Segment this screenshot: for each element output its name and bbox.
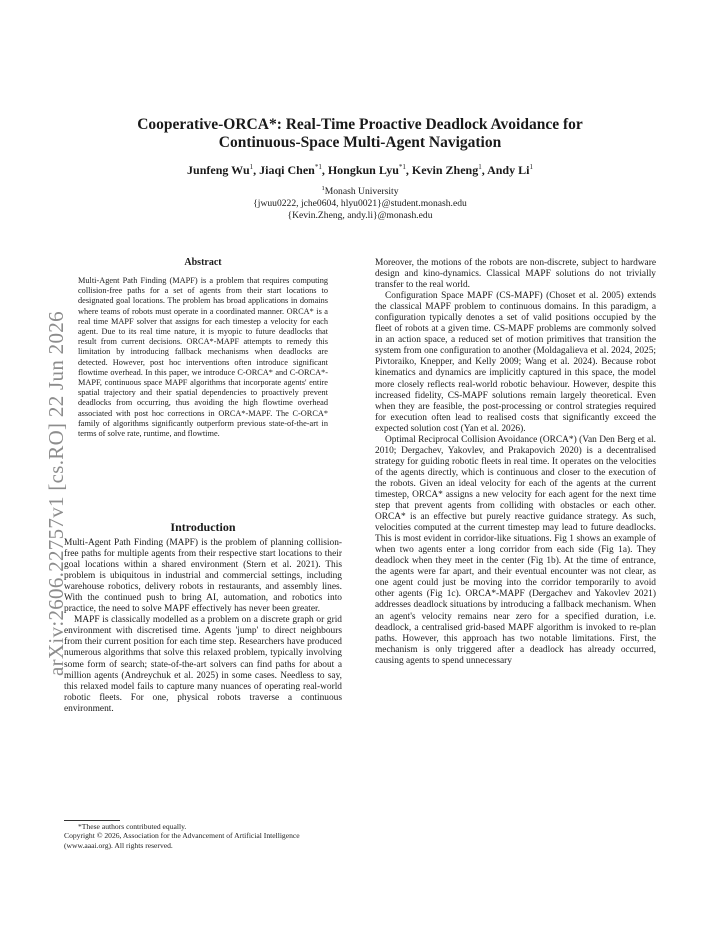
- right-paragraph-1: Moreover, the motions of the robots are non-discrete, subject to hardware design and kino-dynamics. Classical MAPF solutions do not trivially transfer to the real world.: [375, 258, 656, 291]
- introduction-heading: Introduction: [170, 520, 236, 534]
- email-line-1: {jwuu0222, jche0604, hlyu0021}@student.monash.edu: [253, 198, 467, 210]
- right-paragraph-3: Optimal Reciprocal Collision Avoidance (ORCA*) (Van Den Berg et al. 2010; Dergachev, Yakovlev, and Prakapovich 2020) is a decentralised strategy for guiding robotic fleets in real time. It operates on the velocities of the agents directly, which is continuous and closer to the execution of the robots. Given an ideal velocity for each of the agents at the current timestep, ORCA* assigns a new velocity for each agent for the next time step that prevent agents from colliding with obstacles or each other. ORCA* is an effective but purely reactive guidance strategy. As such, velocities computed at the current timestep may lead to future deadlocks. This is most evident in corridor-like situations. Fig 1 shows an example of when two agents enter a long corridor from each side (Fig 1a). They deadlock when they meet in the center (Fig 1b). At the time of entrance, the agents were far apart, and their eventual encounter was not clear, as one agent could just be moving into the corridor temporarily to avoid other agents (Fig 1c). ORCA*-MAPF (Dergachev and Yakovlev 2021) addresses deadlock situations by introducing a fallback mechanism. When an agent's velocity remains near zero for a specified duration, i.e. deadlock, a centralised grid-based MAPF algorithm is invoked to re-plan paths. However, this approach has two notable limitations. First, the mechanism is only triggered after a deadlock has already occurred, causing agents to spend unnecessary: [375, 434, 656, 666]
- arxiv-sidebar-stamp: [14, 256, 68, 676]
- arxiv-identifier: arXiv:2606.22757v1 [cs.RO] 22 Jun 2026: [44, 311, 68, 676]
- title-line-1: Cooperative-ORCA*: Real-Time Proactive Deadlock Avoidance for: [137, 116, 583, 133]
- footnote-copyright: Copyright © 2026, Association for the Advancement of Artificial Intelligence (www.aaai.org). All rights reserved.: [64, 831, 300, 850]
- author-mark: *1: [314, 163, 322, 171]
- right-paragraph-2: Configuration Space MAPF (CS-MAPF) (Choset et al. 2005) extends the classical MAPF problem to continuous domains. In this paradigm, a configuration typically denotes a set of valid positions occupied by the fleet of robots at a given time. CS-MAPF problems are commonly solved in an action space, a reduced set of motion primitives that transition the system from one configuration to another (Moldagalieva et al. 2024, 2025; Pivtoraiko, Knepper, and Kelly 2009; Wang et al. 2024). Because robot kinematics and dynamics are implicitly captured in this space, the model more closely reflects real-world robotic behaviour. However, despite this increased fidelity, CS-MAPF solutions remain largely theoretical. Even when they are feasible, the post-processing or control strategies required for execution often lead to realised costs that significantly exceed the expected solution cost (Yan et al. 2026).: [375, 291, 656, 434]
- affiliation-mark: 1: [321, 185, 325, 192]
- intro-paragraph-2: MAPF is classically modelled as a problem on a discrete graph or grid environment with discretised time. Agents 'jump' to direct neighbours from their current position for each time step. Researchers have produced numerous algorithms that solve this relaxed problem, typically involving some form of search; state-of-the-art solvers can find paths for about a million agents (Andreychuk et al. 2025) in some cases. Needless to say, this relaxed model fails to capture many nuances of operating real-world robotic fleets. For one, physical robots traverse a continuous environment.: [64, 615, 342, 714]
- author-name: Jiaqi Chen: [259, 163, 315, 177]
- author-mark: *1: [398, 163, 406, 171]
- paper-title: [80, 116, 640, 152]
- abstract-text: Multi-Agent Path Finding (MAPF) is a problem that requires computing collision-free paths for a set of agents from their start locations to designated goal locations. The problem has broad applications in domains where teams of robots must operate in a coordinated manner. ORCA* is a real time MAPF solver that assigns for each timestep a velocity for each agent. Due to its real time nature, it is myopic to future deadlocks that result from current decisions. ORCA*-MAPF attempts to remedy this limitation by introducing fallback mechanisms when deadlocks are detected. However, post hoc interventions often introduce significant flowtime overhead. In this paper, we introduce C-ORCA* and C-ORCA*-MAPF, continuous space MAPF algorithms that incorporate agents' entire spatial trajectory and their spatial dependencies to proactively prevent deadlocks from occurring, thus avoiding the high flowtime overhead associated with post hoc corrections in ORCA*-MAPF. The C-ORCA* family of algorithms significantly outperform previous state-of-the-art in terms of solve rate, runtime, and flowtime.: [78, 276, 328, 439]
- footnote: [64, 822, 342, 850]
- footnote-divider: [64, 820, 120, 821]
- abstract-heading: Abstract: [184, 257, 222, 268]
- affiliation: Monash University: [324, 186, 399, 198]
- right-column: [375, 258, 656, 667]
- author-mark: 1: [249, 163, 254, 171]
- title-line-2: Continuous-Space Multi-Agent Navigation: [218, 134, 502, 151]
- author-name: Junfeng Wu: [187, 163, 250, 177]
- author-name: Hongkun Lyu: [327, 163, 399, 177]
- author-name: Andy Li: [487, 163, 530, 177]
- author-mark: 1: [529, 163, 533, 171]
- author-name: Kevin Zheng: [411, 163, 479, 177]
- intro-paragraph-1: Multi-Agent Path Finding (MAPF) is the problem of planning collision-free paths for multiple agents from their respective start locations to their goal locations within a shared environment (Stern et al. 2021). This problem is ubiquitous in industrial and commercial settings, including warehouse robotics, delivery robots in restaurants, and assembly lines. With the continued push to bring AI, automation, and robotics into practice, the need to solve MAPF effectively has never been greater.: [64, 538, 342, 615]
- affiliation-block: [80, 183, 640, 222]
- author-mark: 1: [478, 163, 482, 171]
- footnote-equal-contribution: *These authors contributed equally.: [78, 822, 187, 831]
- introduction-body: [64, 538, 342, 715]
- author-list: Junfeng Wu$^1$, Jiaqi Chen$^{*1}$, Hongkun Lyu$^{*1}$, Kevin Zheng$^1$, Andy Li$^1$: [187, 163, 533, 177]
- email-line-2: {Kevin.Zheng, andy.li}@monash.edu: [287, 210, 433, 222]
